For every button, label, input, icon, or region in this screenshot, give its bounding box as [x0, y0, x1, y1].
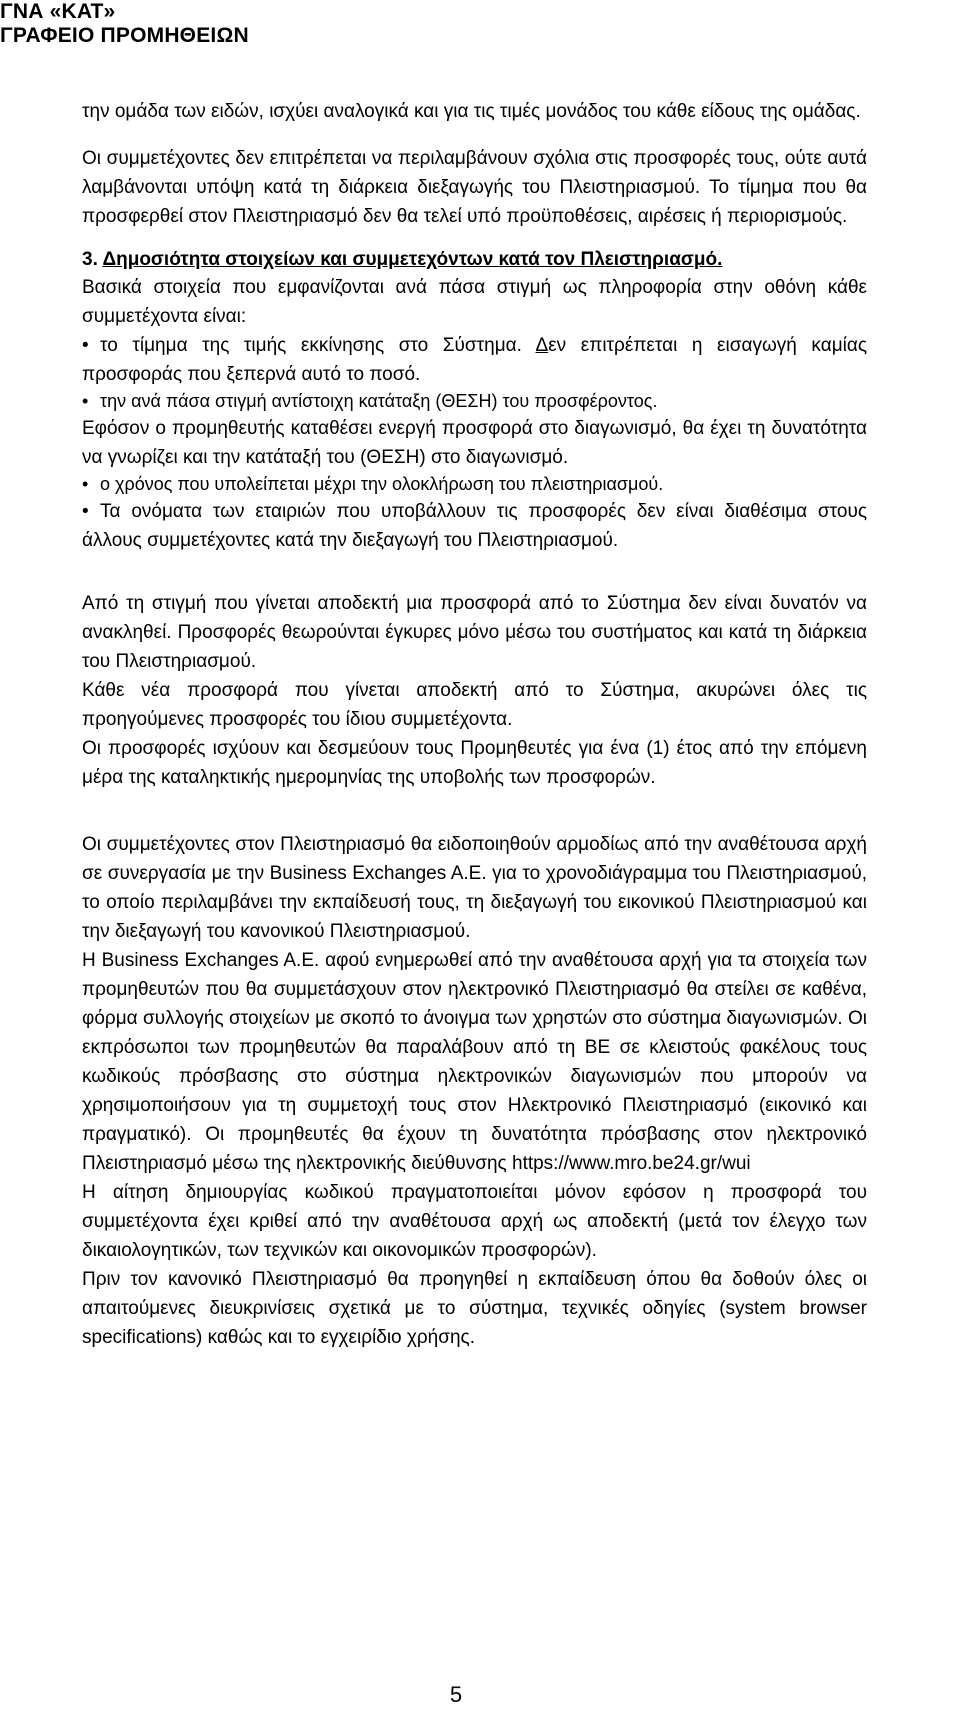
page-number-text: 5: [449, 1682, 463, 1707]
section-3-number: 3.: [82, 249, 98, 270]
paragraph-offer-validity: Οι προσφορές ισχύουν και δεσμεύουν τους Προμηθευτές για ένα (1) έτος από την επόμενη μέρα της καταληκτικής ημερομηνίας της υποβολής των προσφορών.: [82, 738, 867, 788]
bullet-company-names: [82, 497, 867, 555]
paragraph-code-request: Η αίτηση δημιουργίας κωδικού πραγματοποιείται μόνον εφόσον η προσφορά του συμμετέχοντα έχει κριθεί από την αναθέτουσα αρχή ως αποδεκτή (μετά τον έλεγχο των δικαιολογητικών, των τεχνικών και οικονομικών προσφορών).: [82, 1182, 867, 1261]
bullet-icon: •: [82, 335, 89, 356]
bullet-text: ο χρόνος που υπολείπεται μέχρι την ολοκλήρωση του πλειστηριασμού.: [100, 474, 664, 494]
header-organization: ΓΝΑ «ΚΑΤ»: [0, 0, 116, 23]
bullet-icon: •: [82, 501, 89, 522]
bullet-icon: •: [82, 474, 89, 494]
bullet-ranking: [82, 389, 867, 414]
document-header: [0, 0, 960, 48]
bullet-text: Τα ονόματα των εταιριών που υποβάλλουν τις προσφορές δεν είναι διαθέσιμα στους άλλους συμμετέχοντες κατά την διεξαγωγή του Πλειστηριασμού.: [82, 501, 867, 551]
bullet-text-underlined: Δ: [535, 335, 549, 356]
paragraph-irrevocable-offer: Από τη στιγμή που γίνεται αποδεκτή μια προσφορά από το Σύστημα δεν είναι δυνατόν να ανακληθεί. Προσφορές θεωρούνται έγκυρες μόνο μέσω του συστήματος και κατά τη διάρκεια του Πλειστηριασμού.: [82, 593, 867, 672]
document-body: [82, 97, 867, 1352]
paragraph-active-offer: Εφόσον ο προμηθευτής καταθέσει ενεργή προσφορά στο διαγωνισμό, θα έχει τη δυνατότητα να γνωρίζει και την κατάταξή του (ΘΕΣΗ) στο διαγωνισμό.: [82, 418, 867, 468]
bullet-text: εν επιτρέπεται η εισαγωγή καμίας προσφοράς που ξεπερνά αυτό το ποσό.: [82, 335, 867, 385]
paragraph-new-offer-cancels: Κάθε νέα προσφορά που γίνεται αποδεκτή από το Σύστημα, ακυρώνει όλες τις προηγούμενες προσφορές του ίδιου συμμετέχοντα.: [82, 680, 867, 730]
bullet-starting-price: [82, 331, 867, 389]
bullet-icon: •: [82, 391, 89, 411]
paragraph-schedule-notification: Οι συμμετέχοντες στον Πλειστηριασμό θα ειδοποιηθούν αρμοδίως από την αναθέτουσα αρχή σε συνεργασία με την Business Exchanges A.E. για το χρονοδιάγραμμα του Πλειστηριασμού, το οποίο περιλαμβάνει την εκπαίδευσή τους, τη διεξαγωγή του εικονικού Πλειστηριασμού και την διεξαγωγή του κανονικού Πλειστηριασμού.: [82, 834, 867, 942]
bullet-remaining-time: [82, 472, 867, 497]
header-department: ΓΡΑΦΕΙΟ ΠΡΟΜΗΘΕΙΩΝ: [0, 24, 249, 47]
page-number: [0, 1682, 960, 1708]
paragraph-no-comments: Οι συμμετέχοντες δεν επιτρέπεται να περιλαμβάνουν σχόλια στις προσφορές τους, ούτε αυτά λαμβάνονται υπόψη κατά τη διάρκεια διεξαγωγής του Πλειστηριασμού. Το τίμημα που θα προσφερθεί στον Πλειστηριασμό δεν θα τελεί υπό προϋποθέσεις, αιρέσεις ή περιορισμούς.: [82, 148, 867, 227]
bullet-text: την ανά πάσα στιγμή αντίστοιχη κατάταξη (ΘΕΣΗ) του προσφέροντος.: [100, 391, 658, 411]
paragraph-access-credentials: Η Business Exchanges A.E. αφού ενημερωθεί από την αναθέτουσα αρχή για τα στοιχεία των προμηθευτών που θα συμμετάσχουν στον ηλεκτρονικό Πλειστηριασμό θα στείλει σε καθένα, φόρμα συλλογής στοιχείων με σκοπό το άνοιγμα των χρηστών στο σύστημα διαγωνισμών. Οι εκπρόσωποι των προμηθευτών θα παραλάβουν από τη BE σε κλειστούς φακέλους τους κωδικούς πρόσβασης στο σύστημα ηλεκτρονικών διαγωνισμών που μπορούν να χρησιμοποιήσουν για τη συμμετοχή τους στον Ηλεκτρονικό Πλειστηριασμό (εικονικό και πραγματικό). Οι προμηθευτές θα έχουν τη δυνατότητα πρόσβασης στον ηλεκτρονικό Πλειστηριασμό μέσω της ηλεκτρονικής διεύθυνσης https://www.mro.be24.gr/wui: [82, 950, 867, 1174]
paragraph-visible-info-intro: Βασικά στοιχεία που εμφανίζονται ανά πάσα στιγμή ως πληροφορία στην οθόνη κάθε συμμετέχοντα είναι:: [82, 277, 867, 327]
paragraph-continuation: την ομάδα των ειδών, ισχύει αναλογικά και για τις τιμές μονάδος του κάθε είδους της ομάδας.: [82, 101, 861, 122]
bullet-text: το τίμημα της τιμής εκκίνησης στο Σύστημα.: [100, 335, 522, 356]
section-3-heading: [82, 246, 867, 273]
section-3-title: Δημοσιότητα στοιχείων και συμμετεχόντων κατά τον Πλειστηριασμό.: [102, 249, 723, 270]
paragraph-training: Πριν τον κανονικό Πλειστηριασμό θα προηγηθεί η εκπαίδευση όπου θα δοθούν όλες οι απαιτούμενες διευκρινίσεις σχετικά με το σύστημα, τεχνικές οδηγίες (system browser specifications) καθώς και το εγχειρίδιο χρήσης.: [82, 1269, 867, 1348]
